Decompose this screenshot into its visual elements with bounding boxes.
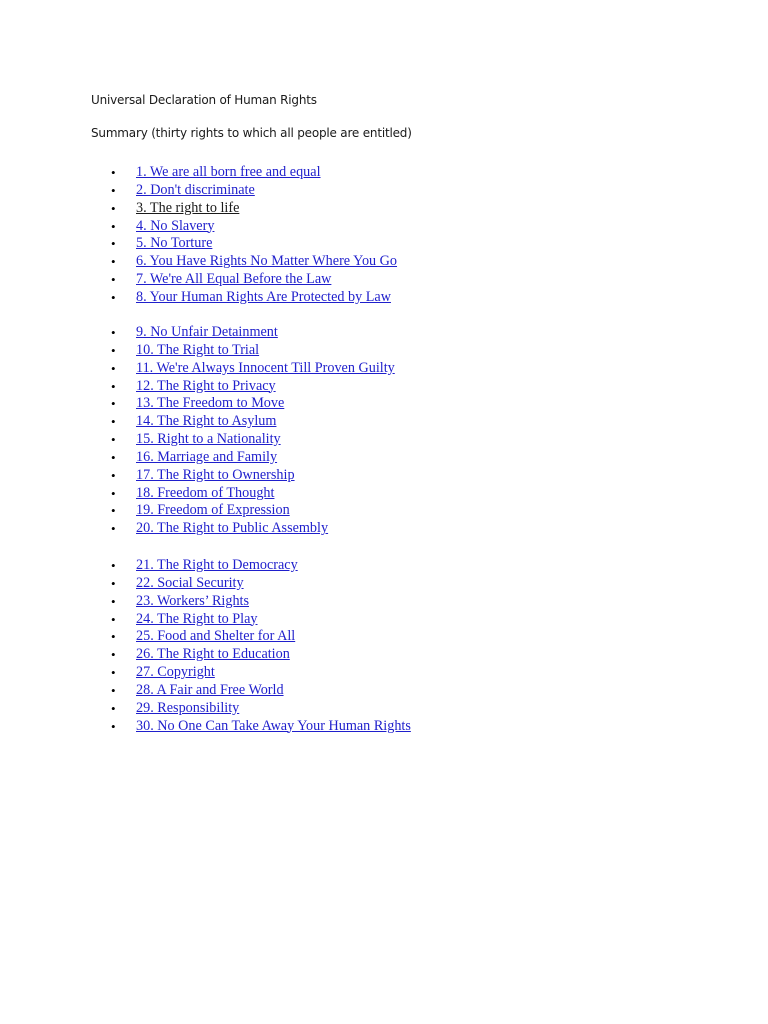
right-link[interactable]: 19. Freedom of Expression <box>136 502 290 519</box>
right-link[interactable]: 23. Workers’ Rights <box>136 592 250 609</box>
bullet-icon: • <box>111 665 116 681</box>
right-link[interactable]: 29. Responsibility <box>136 699 240 716</box>
bullet-icon: • <box>111 682 116 698</box>
right-link[interactable]: 15. Right to a Nationality <box>136 431 281 448</box>
right-link[interactable]: 8. Your Human Rights Are Protected by Law <box>136 288 391 305</box>
bullet-icon: • <box>111 342 116 358</box>
bullet-icon: • <box>111 289 116 305</box>
right-link[interactable]: 28. A Fair and Free World <box>136 681 284 698</box>
bullet-icon: • <box>111 558 116 573</box>
right-link[interactable]: 24. The Right to Play <box>136 610 258 627</box>
right-link[interactable]: 6. You Have Rights No Matter Where You Go <box>136 253 398 270</box>
bullet-icon: • <box>111 611 116 627</box>
bullet-icon: • <box>111 378 116 394</box>
right-link[interactable]: 5. No Torture <box>136 235 213 252</box>
bullet-icon: • <box>111 165 116 180</box>
bullet-icon: • <box>111 647 116 663</box>
bullet-icon: • <box>111 236 116 252</box>
bullet-icon: • <box>111 272 116 288</box>
bullet-icon: • <box>111 396 116 412</box>
bullet-icon: • <box>111 467 116 483</box>
bullet-icon: • <box>111 325 116 340</box>
right-link[interactable]: 27. Copyright <box>136 664 215 681</box>
bullet-icon: • <box>111 200 116 216</box>
right-link[interactable]: 22. Social Security <box>136 574 244 591</box>
right-link[interactable]: 21. The Right to Democracy <box>136 557 298 573</box>
right-link[interactable]: 17. The Right to Ownership <box>136 466 295 483</box>
bullet-icon: • <box>111 700 116 716</box>
bullet-icon: • <box>111 718 116 734</box>
right-link[interactable]: 25. Food and Shelter for All <box>136 628 296 645</box>
right-link[interactable]: 11. We're Always Innocent Till Proven Guilty <box>136 359 395 376</box>
right-link[interactable]: 26. The Right to Education <box>136 646 290 663</box>
bullet-icon: • <box>111 521 116 537</box>
bullet-icon: • <box>111 575 116 591</box>
right-link[interactable]: 2. Don't discriminate <box>136 181 255 198</box>
bullet-icon: • <box>111 182 116 198</box>
right-link[interactable]: 10. The Right to Trial <box>136 341 260 358</box>
document-title: Universal Declaration of Human Rights <box>91 93 317 107</box>
bullet-icon: • <box>111 432 116 448</box>
right-link[interactable]: 3. The right to life <box>136 199 240 216</box>
right-link[interactable]: 20. The Right to Public Assembly <box>136 520 329 537</box>
bullet-icon: • <box>111 593 116 609</box>
right-link[interactable]: 12. The Right to Privacy <box>136 377 276 394</box>
right-link[interactable]: 7. We're All Equal Before the Law <box>136 271 332 288</box>
bullet-icon: • <box>111 485 116 501</box>
document-subtitle: Summary (thirty rights to which all people are entitled) <box>91 126 412 140</box>
bullet-icon: • <box>111 629 116 645</box>
right-link[interactable]: 4. No Slavery <box>136 217 215 234</box>
right-link[interactable]: 1. We are all born free and equal <box>136 164 321 180</box>
right-link[interactable]: 16. Marriage and Family <box>136 448 278 465</box>
bullet-icon: • <box>111 449 116 465</box>
bullet-icon: • <box>111 218 116 234</box>
right-link[interactable]: 30. No One Can Take Away Your Human Rights <box>136 717 411 734</box>
bullet-icon: • <box>111 414 116 430</box>
bullet-icon: • <box>111 254 116 270</box>
bullet-icon: • <box>111 503 116 519</box>
right-link[interactable]: 9. No Unfair Detainment <box>136 324 278 340</box>
right-link[interactable]: 13. The Freedom to Move <box>136 395 285 412</box>
right-link[interactable]: 14. The Right to Asylum <box>136 413 277 430</box>
bullet-icon: • <box>111 360 116 376</box>
right-link[interactable]: 18. Freedom of Thought <box>136 484 275 501</box>
